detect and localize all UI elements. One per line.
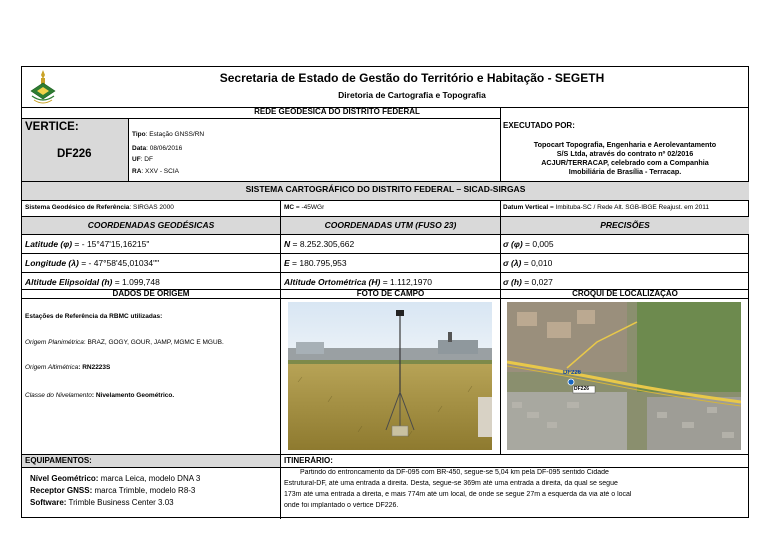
executed-by-line4: Imobiliária de Brasília - Terracap. (568, 167, 682, 176)
location-map (507, 302, 741, 450)
section-photo: FOTO DE CAMPO (356, 289, 425, 298)
executed-by-line2: S/S Ltda, através do contrato nº 02/2016 (556, 149, 694, 158)
col-utm: COORDENADAS UTM (FUSO 23) (324, 220, 457, 230)
origin-planimetric: Origem Planimétrica: BRAZ, GOGY, GOUR, JAMP, MGMC E MGUB. (25, 339, 224, 346)
coat-of-arms-logo (28, 69, 58, 107)
origin-altimetric: Origem Altimétrica: RN2223S (25, 364, 111, 371)
vertex-code: DF226 (57, 148, 92, 160)
executed-by-line3: ACJUR/TERRACAP, celebrado com a Companhia (541, 158, 709, 167)
geodesic-reference: Sistema Geodésico de Referência: SIRGAS 2000 (25, 204, 174, 211)
ellipsoidal-height: Altitude Elipsoidal (h) = 1.099,748 (25, 277, 160, 287)
itinerary-line1: Partindo do entroncamento da DF-095 com BR-450, segue-se 5,04 km pela DF-095 sentido Cidade (300, 469, 609, 476)
monograph-sheet (21, 66, 749, 518)
vertex-uf: UF: DF (132, 156, 153, 163)
sigma-lon: σ (λ) = 0,010 (503, 258, 553, 268)
sigma-height: σ (h) = 0,027 (503, 277, 553, 287)
vertex-data: Data: 08/06/2016 (132, 145, 183, 152)
itinerary-line3: 173m até uma entrada a direita, e mais 774m até um local, de onde se segue 27m a esquerda da via até o local (284, 491, 632, 498)
vertex-tipo: Tipo: Estação GNSS/RN (132, 131, 205, 138)
executed-by-line1: Topocart Topografia, Engenharia e Aerolevantamento (533, 140, 717, 149)
vertex-ra: RA: XXV - SCIA (132, 168, 179, 175)
col-geodesic: COORDENADAS GEODÉSICAS (87, 220, 215, 230)
sigma-lat: σ (φ) = 0,005 (503, 239, 554, 249)
vertical-datum: Datum Vertical = Imbituba-SC / Rede Alt. SGB-IBGE Reajust. em 2011 (503, 204, 709, 211)
equipment-gnss: Receptor GNSS: marca Trimble, modelo R8-3 (30, 486, 196, 495)
header-subtitle: Diretoria de Cartografia e Topografia (338, 90, 486, 100)
section-origin: DADOS DE ORIGEM (112, 289, 190, 298)
header-title: Secretaria de Estado de Gestão do Território e Habitação - SEGETH (219, 71, 605, 85)
origin-stations: Estações de Referência da RBMC utilizadas: (25, 313, 163, 320)
itinerary-title: ITINERÁRIO: (284, 456, 333, 465)
itinerary-line2: Estrutural-DF, até uma entrada a direita. Desta, segue-se 369m até uma entrada a direita, da qual se segue (284, 480, 618, 487)
longitude: Longitude (λ) = - 47°58'45,01034"" (25, 258, 160, 268)
vertex-label: VÉRTICE: (25, 121, 79, 133)
network-title: REDE GEODÉSICA DO DISTRITO FEDERAL (254, 107, 420, 116)
map-tag-label: DF226 (574, 386, 590, 392)
equipment-software: Software: Trimble Business Center 3.03 (30, 498, 174, 507)
itinerary-line4: onde foi implantado o vértice DF226. (284, 502, 399, 509)
map-point-label: DF226 (563, 370, 582, 376)
section-croqui: CROQUI DE LOCALIZAÇÃO (572, 289, 678, 298)
system-title: SISTEMA CARTOGRÁFICO DO DISTRITO FEDERAL – SICAD-SIRGAS (245, 184, 526, 194)
field-photo (288, 302, 492, 450)
col-precision: PRECISÕES (600, 220, 650, 230)
utm-north: N = 8.252.305,662 (284, 239, 355, 249)
equipment-title: EQUIPAMENTOS: (25, 456, 92, 465)
executed-by-label: EXECUTADO POR: (503, 121, 575, 130)
central-meridian: MC = -45WGr (284, 204, 325, 211)
orthometric-height: Altitude Ortométrica (H) = 1.112,1970 (284, 277, 432, 287)
utm-east: E = 180.795,953 (284, 258, 347, 268)
equipment-level: Nível Geométrico: marca Leica, modelo DNA 3 (30, 474, 201, 483)
origin-leveling: Classe do Nivelamento: Nivelamento Geométrico. (25, 392, 175, 399)
latitude: Latitude (φ) = - 15°47'15,16215" (25, 239, 150, 249)
